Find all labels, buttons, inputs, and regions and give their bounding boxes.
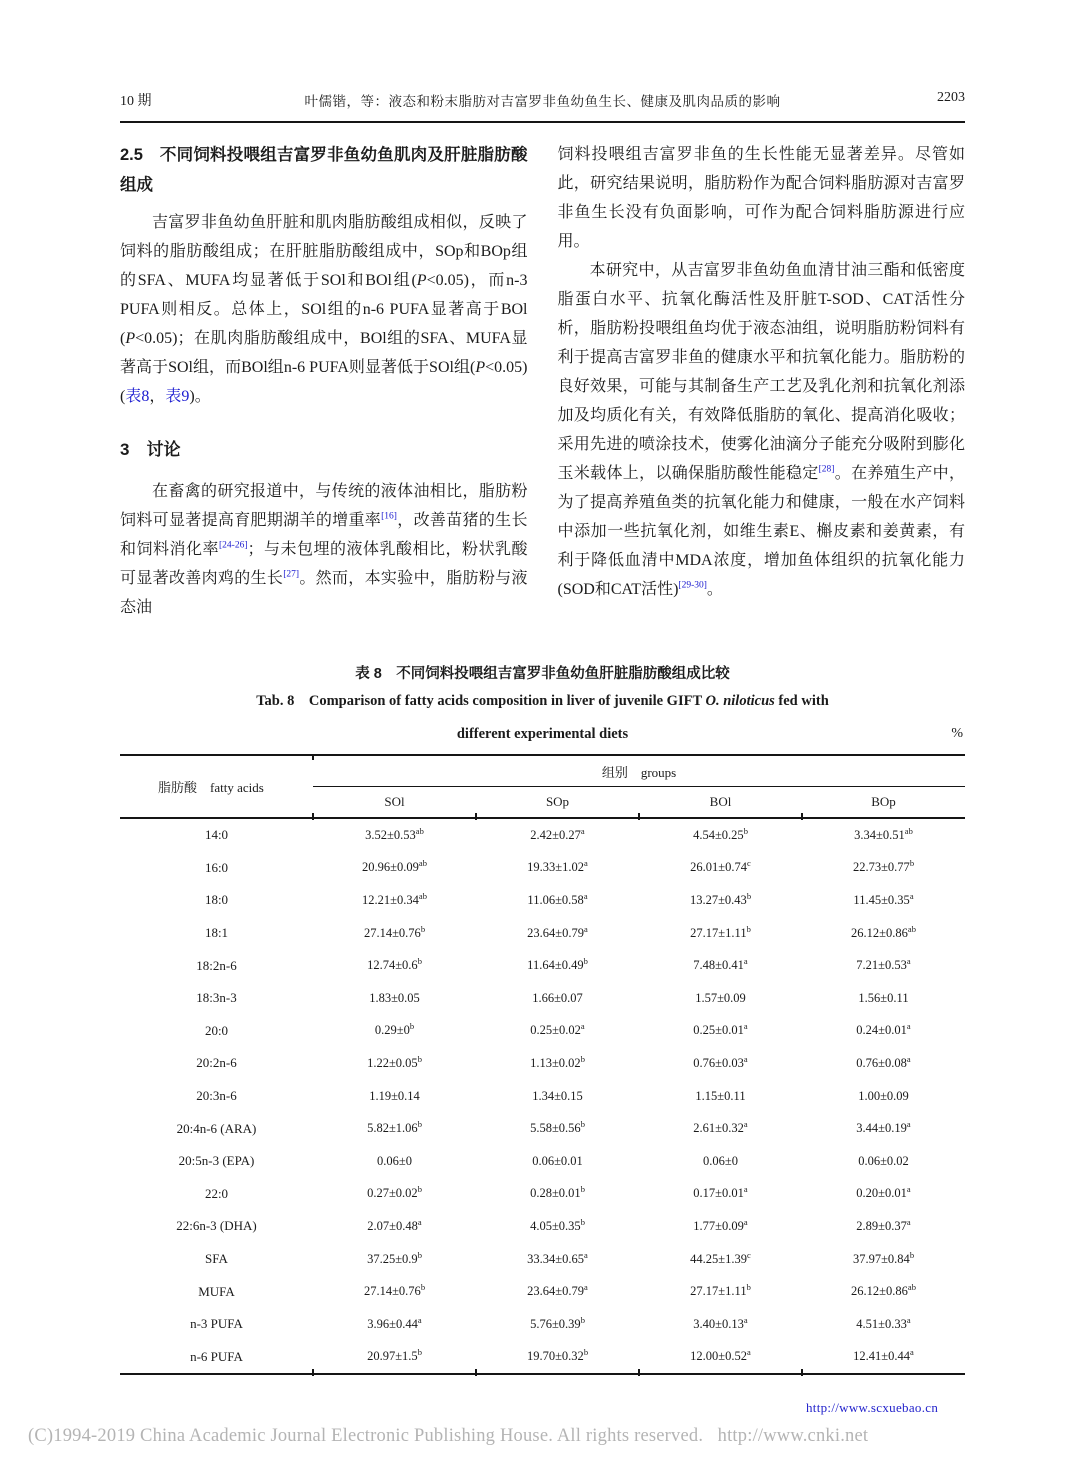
- table-cell: 26.12±0.86$^{ab}$: [851, 1281, 916, 1299]
- significance-superscript: c: [747, 858, 751, 869]
- table-row: [120, 982, 965, 1015]
- table-caption-zh: 表 8 不同饲料投喂组吉富罗非鱼幼鱼肝脏脂肪酸组成比较: [355, 666, 730, 682]
- table-cell: 3.44±0.19$^a$: [856, 1118, 911, 1136]
- significance-superscript: b: [580, 1184, 585, 1195]
- significance-superscript: b: [417, 1347, 422, 1358]
- table-cell: 1.57±0.09: [695, 990, 746, 1005]
- fatty-acid-label: 20:3n-6: [196, 1088, 237, 1104]
- significance-superscript: a: [747, 1347, 751, 1358]
- significance-superscript: a: [584, 858, 588, 869]
- table-row: [120, 949, 965, 982]
- table-cell: 7.48±0.41$^a$: [693, 956, 748, 973]
- significance-superscript: b: [420, 923, 426, 934]
- table-cell: 11.06±0.58$^a$: [527, 890, 588, 907]
- table-cell: 13.27±0.43$^b$: [689, 890, 752, 907]
- table-cell: 1.15±0.11: [695, 1088, 746, 1103]
- table-row: [120, 1275, 965, 1308]
- table-cell: 0.06±0.01: [532, 1153, 583, 1168]
- significance-superscript: a: [743, 1118, 748, 1129]
- significance-superscript: a: [906, 1021, 911, 1032]
- section-heading-2-5: 2.5 不同饲料投喂组吉富罗非鱼幼鱼肌肉及肝脏脂肪酸组成: [120, 146, 528, 194]
- significance-superscript: a: [906, 956, 911, 967]
- table-cell: 0.76±0.08$^a$: [856, 1053, 911, 1070]
- significance-superscript: a: [583, 890, 588, 901]
- table-cell: 22.73±0.77$^b$: [852, 858, 915, 875]
- citation-ref[interactable]: [28]: [818, 464, 835, 475]
- table-row: [120, 884, 965, 917]
- fatty-acid-label: 22:0: [204, 1185, 229, 1201]
- significance-superscript: b: [746, 1281, 751, 1292]
- significance-superscript: b: [583, 956, 588, 967]
- table-8-block: [120, 664, 965, 1375]
- table-cell: 0.76±0.03$^a$: [693, 1053, 748, 1070]
- significance-superscript: b: [417, 1118, 422, 1129]
- fatty-acid-label: 18:1: [204, 925, 229, 941]
- italic-text: P: [475, 359, 486, 376]
- table-group-header: 组别 groups: [313, 755, 965, 787]
- table-cell: 19.70±0.32$^b$: [476, 1341, 639, 1375]
- table-cell: 3.34±0.51$^{ab}$: [854, 825, 913, 842]
- significance-superscript: ab: [415, 825, 424, 836]
- table-row: [120, 852, 965, 885]
- journal-website-link[interactable]: http://www.scxuebao.cn: [806, 1400, 939, 1415]
- table-cell: 1.13±0.02$^b$: [530, 1053, 585, 1070]
- significance-superscript: a: [584, 1249, 588, 1260]
- table-cell: $0.29\pm 0^b$: [374, 1021, 415, 1038]
- table-cell: 1.19±0.14: [369, 1088, 420, 1103]
- table-cell: 5.58±0.56$^b$: [530, 1118, 585, 1136]
- table-cell: 27.14±0.76$^b$: [363, 923, 426, 940]
- fatty-acid-label: 22:6n-3 (DHA): [176, 1218, 257, 1234]
- significance-superscript: a: [580, 825, 585, 836]
- table-cell: 3.40±0.13$^a$: [693, 1314, 748, 1331]
- table-cell: 11.45±0.35$^a$: [853, 890, 914, 907]
- table-row: [120, 1015, 965, 1048]
- table-column-header: BOp: [802, 787, 965, 819]
- table-row: [120, 1145, 965, 1178]
- paragraph-discussion-2: 本研究中，从吉富罗非鱼幼鱼血清甘油三酯和低密度脂蛋白水平、抗氧化酶活性及肝脏T-SOD、CAT活性分析，脂肪粉投喂组鱼均优于液态油组，说明脂肪粉饲料有利于提高吉富罗非鱼的健康水平和抗氧化能力。脂肪粉的良好效果，可能与其制备生产工艺及乳化剂和抗氧化剂添加及均质化有关，有效降低脂肪的氧化、提高消化吸收；采用先进的喷涂技术，使雾化油滴分子能充分吸附到膨化玉米载体上，以确保脂肪酸性能稳定[28]。在养殖生产中，为了提高养殖鱼类的抗氧化能力和健康，一般在水产饲料中添加一些抗氧化剂，如维生素E、槲皮素和姜黄素，有利于降低血清中MDA浓度，增加鱼体组织的抗氧化能力(SOD和CAT活性)[29-30]。: [557, 262, 965, 598]
- table-row: [120, 818, 965, 852]
- table-cell: 0.06±0: [703, 1153, 738, 1168]
- fatty-acid-label: 20:0: [204, 1022, 229, 1038]
- table-cell: 26.12±0.86$^{ab}$: [851, 923, 916, 940]
- fatty-acid-label: 16:0: [204, 859, 229, 875]
- significance-superscript: a: [743, 956, 748, 967]
- table-cell: 19.33±1.02$^a$: [527, 858, 588, 875]
- table-caption-en-line2: [120, 724, 965, 744]
- table-unit-percent: %: [951, 726, 963, 741]
- significance-superscript: ab: [907, 923, 916, 934]
- significance-superscript: ab: [418, 890, 427, 901]
- significance-superscript: b: [417, 1053, 422, 1064]
- significance-superscript: ab: [907, 1281, 916, 1292]
- significance-superscript: a: [743, 1184, 748, 1195]
- table-cell: 0.17±0.01$^a$: [693, 1184, 748, 1201]
- page-header: [120, 90, 965, 123]
- significance-superscript: a: [580, 1021, 585, 1032]
- table-cell: 27.14±0.76$^b$: [363, 1281, 426, 1299]
- significance-superscript: b: [909, 1249, 915, 1260]
- table-cell: 12.41±0.44$^a$: [802, 1341, 965, 1375]
- table-cell: 2.61±0.32$^a$: [693, 1118, 748, 1136]
- fatty-acid-label: n-3 PUFA: [190, 1316, 243, 1332]
- table-cell: 1.77±0.09$^a$: [693, 1216, 748, 1233]
- table-cell: 12.21±0.34$^{ab}$: [362, 890, 427, 907]
- fatty-acid-table: [120, 754, 965, 1375]
- significance-superscript: c: [747, 1249, 751, 1260]
- table-cell: 44.25±1.39$^c$: [690, 1249, 751, 1266]
- table-cell: 33.34±0.65$^a$: [527, 1249, 588, 1266]
- significance-superscript: a: [743, 1216, 748, 1227]
- table-row: [120, 1178, 965, 1211]
- table-cell: 4.54±0.25$^b$: [693, 825, 748, 842]
- table-column-header: SOl: [313, 787, 476, 819]
- significance-superscript: b: [746, 923, 751, 934]
- significance-superscript: b: [743, 825, 748, 836]
- significance-superscript: a: [743, 1021, 748, 1032]
- significance-superscript: ab: [904, 825, 913, 836]
- table-cell: 0.06±0: [377, 1153, 412, 1168]
- table-cell: 27.17±1.11$^b$: [690, 1281, 751, 1299]
- table-cell: 37.97±0.84$^b$: [852, 1249, 915, 1266]
- page-number: 2203: [937, 90, 965, 105]
- table-cell: 1.83±0.05: [369, 990, 420, 1005]
- table-column-header: SOp: [476, 787, 639, 819]
- significance-superscript: b: [580, 1314, 585, 1325]
- significance-superscript: a: [906, 1216, 911, 1227]
- table-cell: 0.25±0.01$^a$: [693, 1021, 748, 1038]
- significance-superscript: b: [580, 1216, 585, 1227]
- paragraph-discussion-1-cont: 饲料投喂组吉富罗非鱼的生长性能无显著差异。尽管如此，研究结果说明，脂肪粉作为配合饲料脂肪源对吉富罗非鱼生长没有负面影响，可作为配合饲料脂肪源进行应用。: [557, 146, 965, 250]
- table-cell: 11.64±0.49$^b$: [527, 956, 588, 973]
- table-cell: 26.01±0.74$^c$: [690, 858, 751, 875]
- table-row: [120, 1080, 965, 1113]
- fatty-acid-label: SFA: [205, 1251, 228, 1267]
- table-cell: 12.00±0.52$^a$: [639, 1341, 802, 1375]
- table-cell: 0.28±0.01$^b$: [530, 1184, 585, 1201]
- table-cell: 1.66±0.07: [532, 990, 583, 1005]
- table-cell: 4.05±0.35$^b$: [530, 1216, 585, 1233]
- paragraph-discussion-1: 在畜禽的研究报道中，与传统的液体油相比，脂肪粉饲料可显著提高育肥期湖羊的增重率[16]，改善苗猪的生长和饲料消化率[24-26]；与未包埋的液体乳酸相比，粉状乳酸可显著改善肉鸡的生长[27]。然而，本实验中，脂肪粉与液态油: [120, 483, 528, 616]
- significance-superscript: b: [580, 1118, 585, 1129]
- significance-superscript: b: [420, 1281, 426, 1292]
- significance-superscript: a: [910, 1347, 914, 1358]
- significance-superscript: a: [584, 1281, 588, 1292]
- significance-superscript: b: [909, 858, 915, 869]
- paragraph-results: 吉富罗非鱼幼鱼肝脏和肌肉脂肪酸组成相似，反映了饲料的脂肪酸组成；在肝脏脂肪酸组成中，SOp和BOp组的SFA、MUFA均显著低于SOl和BOl组(P<0.05)，而n-3 PUFA则相反。总体上，SOl组的n-6 PUFA显著高于BOl (P<0.05)；在肌肉脂肪酸组成中，BOl组的SFA、MUFA显著高于SOl组，而BOl组n-6 PUFA则显著低于SOl组(P<0.05)(表8，表9)。: [120, 214, 528, 405]
- significance-superscript: a: [417, 1216, 422, 1227]
- significance-superscript: b: [580, 1053, 585, 1064]
- fatty-acid-label: 18:0: [204, 892, 229, 908]
- significance-superscript: b: [417, 1184, 422, 1195]
- italic-text: P: [125, 330, 136, 347]
- table-cell: 5.76±0.39$^b$: [530, 1314, 585, 1331]
- issue-number: 10 期: [120, 94, 152, 109]
- section-heading-3-discussion: 3 讨论: [120, 440, 181, 459]
- italic-text: P: [416, 272, 427, 289]
- table-cell: 2.07±0.48$^a$: [367, 1216, 422, 1233]
- table-cell: 20.96±0.09$^{ab}$: [362, 858, 427, 875]
- fatty-acid-label: 14:0: [204, 827, 229, 843]
- fatty-acid-label: n-6 PUFA: [190, 1348, 243, 1364]
- citation-ref[interactable]: [16]: [381, 511, 397, 522]
- significance-superscript: a: [906, 1053, 911, 1064]
- significance-superscript: b: [583, 1347, 589, 1358]
- table-row: [120, 1243, 965, 1276]
- table-body: [120, 818, 965, 1374]
- copyright-watermark: (C)1994-2019 China Academic Journal Electronic Publishing House. All rights reserved. http://www.cnki.net: [28, 1426, 869, 1446]
- fatty-acid-label: 18:3n-3: [196, 990, 237, 1006]
- table-row: [120, 1308, 965, 1341]
- fatty-acid-label: 20:4n-6 (ARA): [176, 1120, 257, 1136]
- fatty-acid-label: MUFA: [198, 1283, 235, 1299]
- significance-superscript: a: [743, 1314, 748, 1325]
- table-cell: 12.74±0.6$^b$: [367, 956, 422, 973]
- table-caption-en: Tab. 8 Comparison of fatty acids composition in liver of juvenile GIFT O. niloticus fed with: [256, 693, 829, 709]
- significance-superscript: b: [417, 1249, 422, 1260]
- table-cell: 5.82±1.06$^b$: [367, 1118, 422, 1136]
- table-row: [120, 1341, 965, 1375]
- significance-superscript: b: [746, 890, 752, 901]
- fatty-acid-label: 18:2n-6: [196, 957, 237, 973]
- significance-superscript: a: [906, 1118, 911, 1129]
- table-cell: 20.97±1.5$^b$: [313, 1341, 476, 1375]
- body-columns: [120, 140, 965, 622]
- significance-superscript: a: [743, 1053, 748, 1064]
- table-cell: 1.56±0.11: [858, 990, 909, 1005]
- table-cell: 3.52±0.53$^{ab}$: [365, 825, 424, 842]
- table-row: [120, 1112, 965, 1145]
- right-column: [558, 140, 966, 622]
- table-cell: 23.64±0.79$^a$: [527, 1281, 588, 1299]
- citation-ref[interactable]: [27]: [283, 569, 300, 580]
- significance-superscript: a: [417, 1314, 422, 1325]
- citation-ref[interactable]: [24-26]: [219, 540, 248, 551]
- significance-superscript: a: [909, 890, 914, 901]
- significance-superscript: b: [417, 956, 422, 967]
- significance-superscript: a: [906, 1184, 911, 1195]
- table-cell: 23.64±0.79$^a$: [527, 923, 588, 940]
- table-cell: 1.00±0.09: [858, 1088, 909, 1103]
- table-cell: 0.06±0.02: [858, 1153, 909, 1168]
- table-cell: 27.17±1.11$^b$: [690, 923, 751, 940]
- table-cell: 37.25±0.9$^b$: [367, 1249, 422, 1266]
- significance-superscript: ab: [418, 858, 427, 869]
- table-cell: 0.20±0.01$^a$: [856, 1184, 911, 1201]
- table-cell: 4.51±0.33$^a$: [856, 1314, 911, 1331]
- table-cross-reference-link[interactable]: 表8: [125, 388, 150, 405]
- table-cross-reference-link[interactable]: 表9: [165, 388, 190, 405]
- citation-ref[interactable]: [29-30]: [678, 580, 707, 591]
- significance-superscript: a: [584, 923, 588, 934]
- left-column: [120, 140, 528, 622]
- table-row-header-label: 脂肪酸 fatty acids: [120, 755, 313, 818]
- fatty-acid-label: 20:5n-3 (EPA): [178, 1153, 255, 1169]
- table-cell: 1.34±0.15: [532, 1088, 583, 1103]
- table-cell: 3.96±0.44$^a$: [367, 1314, 422, 1331]
- running-title: 叶儒锴，等：液态和粉末脂肪对吉富罗非鱼幼鱼生长、健康及肌肉品质的影响: [304, 94, 781, 109]
- table-cell: 0.25±0.02$^a$: [530, 1021, 585, 1038]
- italic-text: O. niloticus: [705, 693, 775, 709]
- table-row: [120, 1047, 965, 1080]
- significance-superscript: a: [906, 1314, 911, 1325]
- table-cell: 0.24±0.01$^a$: [856, 1021, 911, 1038]
- table-row: [120, 917, 965, 950]
- table-group-header-row: [120, 755, 965, 787]
- table-cell: 2.42±0.27$^a$: [530, 825, 585, 842]
- table-cell: 7.21±0.53$^a$: [856, 956, 911, 973]
- table-cell: 1.22±0.05$^b$: [367, 1053, 422, 1070]
- table-row: [120, 1210, 965, 1243]
- significance-superscript: b: [409, 1021, 415, 1032]
- table-cell: 0.27±0.02$^b$: [367, 1184, 422, 1201]
- table-caption-en2-text: different experimental diets: [456, 726, 629, 742]
- table-cell: 2.89±0.37$^a$: [856, 1216, 911, 1233]
- fatty-acid-label: 20:2n-6: [196, 1055, 237, 1071]
- table-column-header: BOl: [639, 787, 802, 819]
